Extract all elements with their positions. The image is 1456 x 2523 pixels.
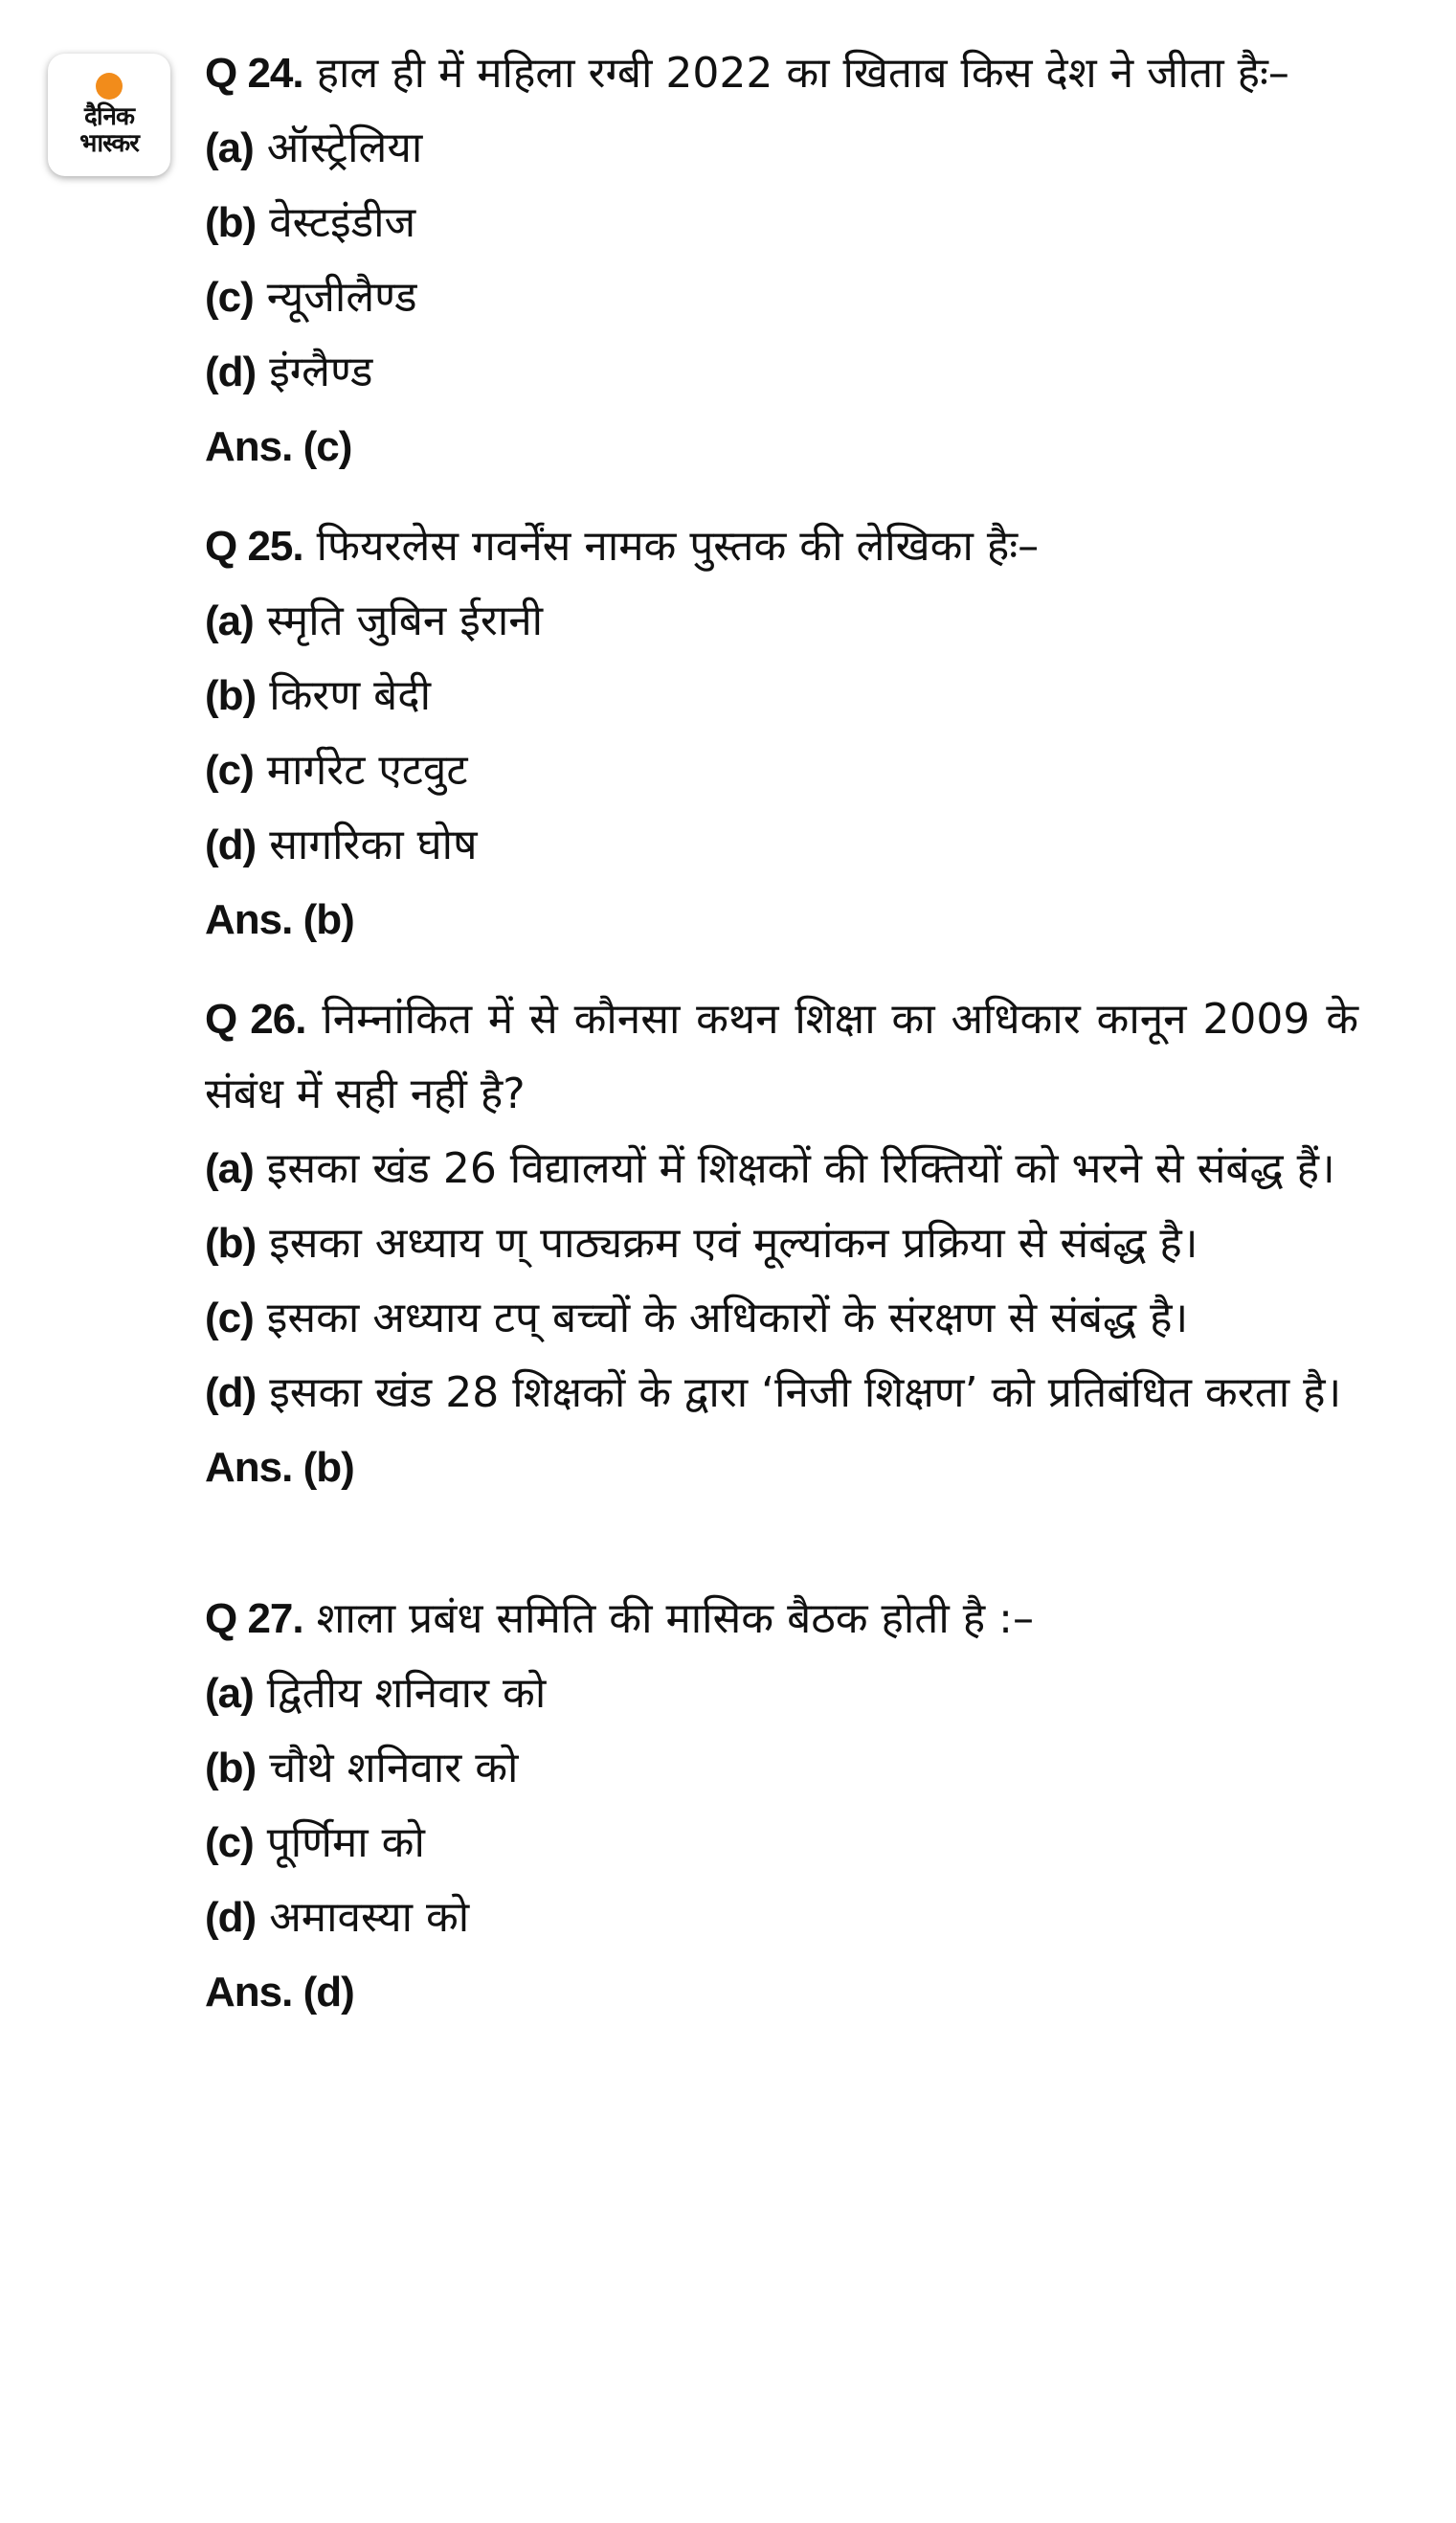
option-a	[205, 1656, 1358, 1731]
logo-text-line1: दैनिक	[84, 102, 134, 131]
option-text: इसका अध्याय ण् पाठ्यक्रम एवं मूल्यांकन प्रक्रिया से संबंद्ध है।	[269, 1219, 1198, 1268]
option-text: स्मृति जुबिन ईरानी	[266, 597, 544, 645]
question-25	[205, 509, 1358, 957]
answer: Ans. (d)	[205, 1969, 354, 2016]
option-text: द्वितीय शनिवार को	[266, 1669, 547, 1718]
option-text: अमावस्या को	[269, 1893, 470, 1942]
option-c	[205, 1281, 1358, 1356]
option-text: पूर्णिमा को	[266, 1818, 425, 1867]
option-b	[205, 1731, 1358, 1806]
option-c	[205, 260, 1358, 335]
option-label: (d)	[205, 349, 257, 395]
option-b	[205, 1206, 1358, 1281]
question-number: Q 27.	[205, 1595, 303, 1642]
option-text: वेस्टइंडीज	[269, 198, 416, 247]
option-label: (a)	[205, 1145, 254, 1192]
option-c	[205, 733, 1358, 808]
option-c	[205, 1806, 1358, 1881]
answer: Ans. (b)	[205, 1444, 354, 1491]
option-b	[205, 659, 1358, 733]
option-label: (d)	[205, 1369, 257, 1416]
option-a	[205, 584, 1358, 659]
option-label: (c)	[205, 747, 254, 794]
option-label: (c)	[205, 274, 254, 321]
question-stem	[205, 1582, 1358, 1656]
option-text: न्यूजीलैण्ड	[266, 273, 417, 322]
option-text: इसका खंड 28 शिक्षकों के द्वारा ‘निजी शिक्षण’ को प्रतिबंधित करता है।	[269, 1368, 1342, 1417]
option-text: इसका खंड 26 विद्यालयों में शिक्षकों की रिक्तियों को भरने से संबंद्ध हैं।	[266, 1144, 1335, 1193]
option-label: (a)	[205, 1670, 254, 1717]
question-text: शाला प्रबंध समिति की मासिक बैठक होती है :–	[316, 1594, 1034, 1643]
option-label: (b)	[205, 199, 257, 246]
option-a	[205, 1132, 1358, 1206]
option-text: सागरिका घोष	[269, 821, 478, 869]
question-text: हाल ही में महिला रग्बी 2022 का खिताब किस देश ने जीता हैः–	[316, 49, 1289, 98]
option-text: किरण बेदी	[269, 671, 432, 720]
question-26	[205, 982, 1358, 1505]
question-text: फियरलेस गवर्नेंस नामक पुस्तक की लेखिका हैः–	[316, 522, 1040, 571]
option-label: (b)	[205, 672, 257, 719]
option-label: (d)	[205, 822, 257, 868]
question-number: Q 24.	[205, 50, 303, 97]
question-27	[205, 1582, 1358, 2030]
question-stem	[205, 509, 1358, 584]
logo-text-line2: भास्कर	[79, 129, 139, 158]
dainik-bhaskar-logo	[48, 54, 170, 176]
sun-icon	[96, 73, 123, 100]
answer: Ans. (c)	[205, 423, 352, 470]
option-label: (a)	[205, 124, 254, 171]
question-number: Q 25.	[205, 523, 303, 570]
option-label: (d)	[205, 1894, 257, 1941]
question-number: Q 26.	[205, 996, 306, 1043]
question-text: निम्नांकित में से कौनसा कथन शिक्षा का अधिकार कानून 2009 के संबंध में सही नहीं है?	[205, 995, 1358, 1118]
option-d	[205, 1356, 1358, 1430]
option-d	[205, 335, 1358, 410]
option-text: इसका अध्याय टप् बच्चों के अधिकारों के संरक्षण से संबंद्ध है।	[266, 1294, 1189, 1342]
option-label: (c)	[205, 1819, 254, 1866]
option-text: इंग्लैण्ड	[269, 348, 373, 396]
option-d	[205, 1881, 1358, 1955]
option-label: (b)	[205, 1745, 257, 1791]
option-text: चौथे शनिवार को	[269, 1744, 519, 1792]
option-label: (c)	[205, 1295, 254, 1341]
option-d	[205, 808, 1358, 883]
question-stem	[205, 982, 1358, 1132]
question-stem	[205, 36, 1358, 111]
option-label: (a)	[205, 597, 254, 644]
question-list	[205, 36, 1358, 2030]
question-24	[205, 36, 1358, 484]
option-label: (b)	[205, 1220, 257, 1267]
answer: Ans. (b)	[205, 896, 354, 943]
option-text: ऑस्ट्रेलिया	[266, 124, 423, 172]
option-a	[205, 111, 1358, 186]
option-text: मार्गरेट एटवुट	[266, 746, 468, 795]
option-b	[205, 186, 1358, 260]
